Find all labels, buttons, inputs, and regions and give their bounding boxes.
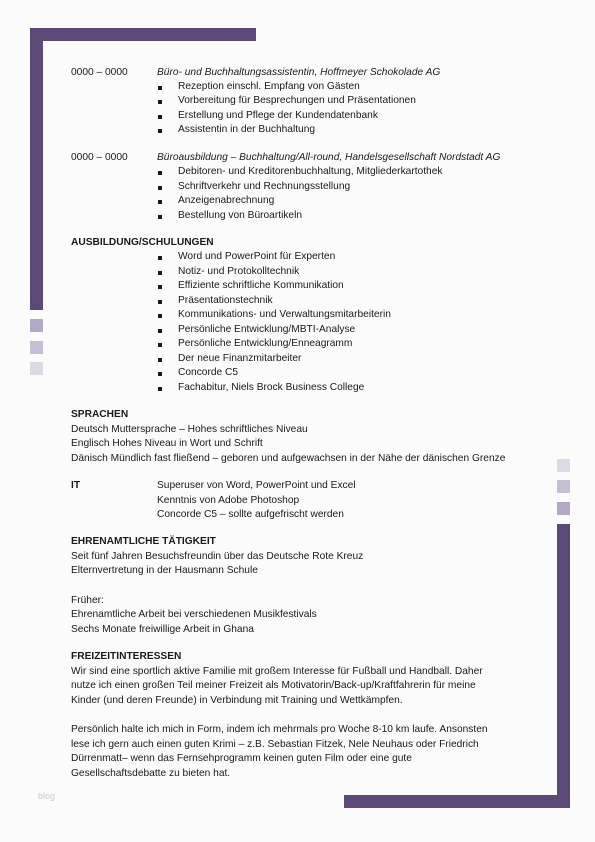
education-item: Persönliche Entwicklung/Enneagramm (178, 338, 353, 349)
deco-square (557, 502, 570, 515)
interests-line: Gesellschaftsdebatte zu bieten hat. (71, 768, 231, 779)
frame-left-bar (30, 28, 43, 310)
experience-date: 0000 – 0000 (71, 67, 128, 78)
interests-line: Persönlich halte ich mich in Form, indem ich mehrmals pro Woche 8-10 km laufe. Ansonsten (71, 724, 488, 735)
volunteer-line: Seit fünf Jahren Besuchsfreundin über das Deutsche Rote Kreuz (71, 551, 364, 562)
language-line: Deutsch Muttersprache – Hohes schriftliches Niveau (71, 424, 308, 435)
language-line: Dänisch Mündlich fast fließend – geboren und aufgewachsen in der Nähe der dänischen Grenze (71, 453, 506, 464)
experience-bullet: Anzeigenabrechnung (178, 195, 275, 206)
bullet-icon (158, 372, 162, 376)
bullet-icon (158, 314, 162, 318)
interests-line: Dürrenmatt– wenn das Fernsehprogramm keinen guten Film oder eine gute (71, 753, 412, 764)
it-line: Kenntnis von Adobe Photoshop (157, 495, 300, 506)
experience-bullet: Vorbereitung für Besprechungen und Präsentationen (178, 95, 416, 106)
bullet-icon (158, 358, 162, 362)
experience-bullet: Erstellung und Pflege der Kundendatenbank (178, 110, 378, 121)
education-item: Kommunikations- und Verwaltungsmitarbeiterin (178, 309, 391, 320)
volunteer-earlier-line: Ehrenamtliche Arbeit bei verschiedenen Musikfestivals (71, 609, 317, 620)
interests-line: Wir sind eine sportlich aktive Familie mit großem Interesse für Fußball und Handball. Daher (71, 666, 483, 677)
frame-bottom-bar (344, 795, 570, 808)
experience-date: 0000 – 0000 (71, 152, 128, 163)
education-item: Effiziente schriftliche Kommunikation (178, 280, 344, 291)
education-item: Der neue Finanzmitarbeiter (178, 353, 302, 364)
bullet-icon (158, 100, 162, 104)
bullet-icon (158, 329, 162, 333)
deco-square (30, 319, 43, 332)
education-item: Persönliche Entwicklung/MBTI-Analyse (178, 324, 356, 335)
experience-title: Büro- und Buchhaltungsassistentin, Hoffmeyer Schokolade AG (157, 67, 441, 78)
education-item: Fachabitur, Niels Brock Business College (178, 382, 365, 393)
bullet-icon (158, 285, 162, 289)
experience-bullet: Debitoren- und Kreditorenbuchhaltung, Mitgliederkartothek (178, 166, 443, 177)
bullet-icon (158, 343, 162, 347)
bullet-icon (158, 215, 162, 219)
section-heading-languages: SPRACHEN (71, 409, 129, 420)
bullet-icon (158, 387, 162, 391)
section-heading-education: AUSBILDUNG/SCHULUNGEN (71, 237, 214, 248)
language-line: Englisch Hohes Niveau in Wort und Schrift (71, 438, 263, 449)
education-item: Concorde C5 (178, 367, 239, 378)
bullet-icon (158, 171, 162, 175)
experience-bullet: Bestellung von Büroartikeln (178, 210, 303, 221)
bullet-icon (158, 186, 162, 190)
deco-square (557, 480, 570, 493)
bullet-icon (158, 271, 162, 275)
interests-line: lese ich gern auch einen guten Krimi – z.B. Sebastian Fitzek, Nele Neuhaus oder Friedrich (71, 739, 479, 750)
frame-right-bar (557, 524, 570, 808)
bullet-icon (158, 86, 162, 90)
bullet-icon (158, 129, 162, 133)
interests-line: nutze ich einen großen Teil meiner Freizeit als Motivatorin/Back-up/Kraftfahrerin für meine (71, 680, 476, 691)
education-item: Notiz- und Protokolltechnik (178, 266, 300, 277)
volunteer-earlier-label: Früher: (71, 595, 104, 606)
experience-title: Büroausbildung – Buchhaltung/All-round, Handelsgesellschaft Nordstadt AG (157, 152, 501, 163)
watermark: blog (38, 791, 56, 801)
bullet-icon (158, 256, 162, 260)
section-heading-it: IT (71, 480, 81, 491)
section-heading-volunteer: EHRENAMTLICHE TÄTIGKEIT (71, 536, 216, 547)
frame-top-bar (30, 28, 256, 41)
bullet-icon (158, 115, 162, 119)
experience-bullet: Rezeption einschl. Empfang von Gästen (178, 81, 360, 92)
it-line: Concorde C5 – sollte aufgefrischt werden (157, 509, 344, 520)
education-item: Word und PowerPoint für Experten (178, 251, 336, 262)
bullet-icon (158, 200, 162, 204)
it-line: Superuser von Word, PowerPoint und Excel (157, 480, 356, 491)
volunteer-earlier-line: Sechs Monate freiwillige Arbeit in Ghana (71, 624, 254, 635)
volunteer-line: Elternvertretung in der Hausmann Schule (71, 565, 258, 576)
deco-square (30, 341, 43, 354)
bullet-icon (158, 300, 162, 304)
education-item: Präsentationstechnik (178, 295, 273, 306)
experience-bullet: Assistentin in der Buchhaltung (178, 124, 316, 135)
interests-line: Kinder (und deren Freunde) in Verbindung mit Training und Wettkämpfen. (71, 695, 403, 706)
deco-square (30, 362, 43, 375)
experience-bullet: Schriftverkehr und Rechnungsstellung (178, 181, 351, 192)
deco-square (557, 459, 570, 472)
section-heading-interests: FREIZEITINTERESSEN (71, 651, 182, 662)
